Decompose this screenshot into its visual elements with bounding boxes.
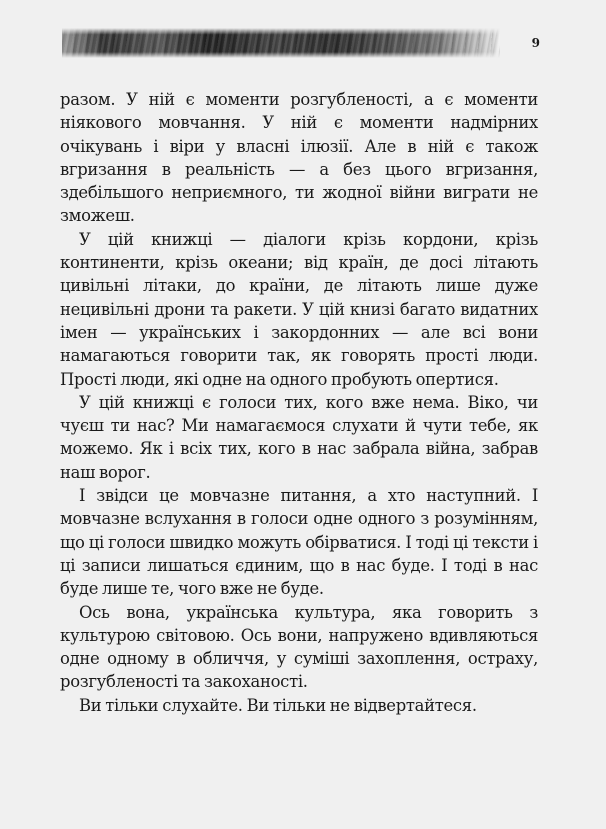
paragraph: У цій книжці є голоси тих, кого вже нема. Віко, чи чуєш ти нас? Ми намагаємося слухати й чути тебе, як можемо. Як і всіх тих, кого в нас забрала війна, забрав наш ворог. — [60, 392, 538, 482]
paragraph: Ось вона, українська культура, яка говорить з культурою світовою. Ось вони, напружено вдивляються одне одному в обличчя, у суміші захоплення, остраху, розгубленості та закоханості. — [60, 602, 538, 692]
paragraph: І звідси це мовчазне питання, а хто наступний. І мовчазне вслухання в голоси одне одного з розумінням, що ці голоси швидко можуть обірватися. І тоді ці тексти і ці записи лишаться єдиним, що в нас буде. І тоді в нас буде лише те, чого вже не буде. — [60, 486, 538, 599]
paragraph: У цій книжці — діалоги крізь кордони, крізь континенти, крізь океани; від країн, де досі літають цивільні літаки, до країни, де літають лише дуже нецивільні дрони та ракети. У цій книзі багато видатних імен — українських і закордонних — але всі вони намагаються говорити так, як говорять прості люди. Прості люди, які одне на одного пробують опертися. — [60, 229, 538, 389]
body-text — [60, 88, 538, 717]
paragraph-continuation: разом. У ній є моменти розгубленості, а є моменти ніякового мовчання. У ній є моменти надмірних очікувань і віри у власні ілюзії. Але в ній є також вгризання в реальність — а без цього вгризання, здебільшого неприємного, ти жодної війни виграти не зможеш. — [60, 90, 538, 226]
paragraph: Ви тільки слухайте. Ви тільки не відвертайтеся. — [79, 695, 477, 715]
page-number: 9 — [531, 36, 540, 50]
header-decorative-band — [62, 28, 500, 58]
